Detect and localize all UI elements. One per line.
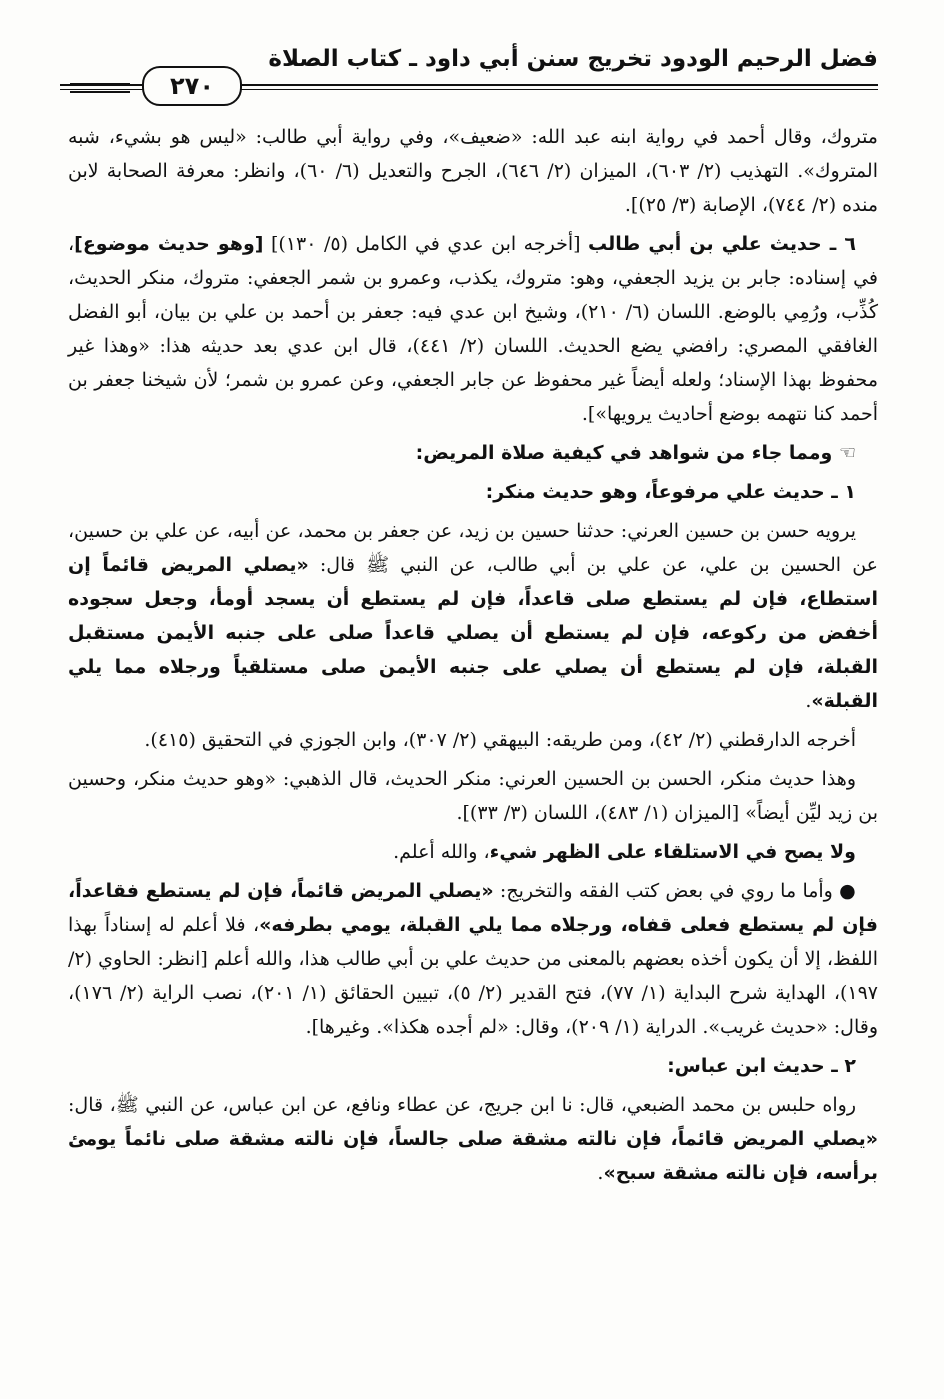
text-run: رواه حلبس بن محمد الضبعي، قال: نا ابن جريج، عن عطاء ونافع، عن ابن عباس، عن النبي ﷺ، قال: (68, 1094, 856, 1116)
paragraph-isnad (68, 514, 878, 718)
text-run: ، في إسناده: جابر بن يزيد الجعفي، وهو: متروك، يكذب، وعمرو بن شمر الجعفي: متروك، منكر الحديث، كُذِّب، ورُمِي بالوضع. اللسان (٦/ ٢١٠)، وشيخ ابن عدي فيه: جعفر بن أحمد بن علي بن بيان، أبو الفضل الغافقي المصري: رافضي يضع الحديث. اللسان (٢/ ٤٤١)، قال ابن عدي بعد حديثه هذا: «وهذا غير محفوظ بهذا الإسناد؛ ولعله أيضاً غير محفوظ عن جابر الجعفي، وعن عمرو بن شمر؛ لأن شيخنا جعفر بن أحمد كنا نتهمه بوضع أحاديث يرويها»]. (68, 233, 878, 425)
paragraph-takhrij (68, 723, 878, 757)
hadith-heading: ٦ ـ حديث علي بن أبي طالب (588, 233, 856, 255)
running-title: فضل الرحيم الودود تخريج سنن أبي داود ـ كتاب الصلاة (268, 46, 878, 72)
page-body (68, 120, 878, 1195)
text-run: وهذا حديث منكر، الحسن بن الحسين العرني: منكر الحديث، قال الذهبي: «وهو حديث منكر، وحسين بن زيد ليِّن أيضاً» [الميزان (١/ ٤٨٣)، اللسان (٣/ ٣٣)]. (68, 768, 878, 824)
hadith-matn: «يصلي المريض قائماً، فإن نالته مشقة صلى جالساً، فإن نالته مشقة صلى نائماً يومئ برأسه، فإن نالته مشقة سبح» (68, 1128, 878, 1184)
heading-text: ٢ ـ حديث ابن عباس: (667, 1055, 856, 1077)
page-header (60, 46, 878, 106)
conclusion-bold: ولا يصح في الاستلقاء على الظهر شيء (489, 841, 856, 863)
text-run: يرويه حسن بن حسين العرني: حدثنا حسين بن زيد، عن جعفر بن محمد، عن أبيه، عن علي بن حسين، عن الحسين بن علي، عن علي بن أبي طالب، عن النبي ﷺ قال: (68, 520, 879, 576)
section-heading (68, 436, 878, 470)
paragraph-hadith-6 (68, 227, 878, 431)
heading-text: ☜ ومما جاء من شواهد في كيفية صلاة المريض: (415, 442, 856, 464)
text-run: ، فلا أعلم له إسناداً بهذا اللفظ، إلا أن يكون أخذه بعضهم بالمعنى من حديث علي بن أبي طالب هذا، والله أعلم [انظر: الحاوي (٢/ ١٩٧)، الهداية شرح البداية (١/ ٧٧)، فتح القدير (٢/ ٥)، تبيين الحقائق (١/ ٢٠١)، نصب الراية (٢/ ١٧٦)، وقال: «حديث غريب». الدراية (١/ ٢٠٩)، وقال: «لم أجده هكذا». وغيرها]. (68, 914, 878, 1038)
text-run: . (805, 690, 812, 712)
hadith-matn: «يصلي المريض قائماً إن استطاع، فإن لم يستطع صلى قاعداً، فإن لم يستطع أن يسجد أومأ، وجعل سجوده أخفض من ركوعه، فإن لم يستطع أن يصلي قاعداً صلى على جنبه الأيمن مستقبل القبلة، فإن لم يستطع أن يصلي على جنبه الأيمن صلى مستلقياً ورجلاه مما يلي القبلة» (68, 554, 878, 712)
text-run: [أخرجه ابن عدي في الكامل (٥/ ١٣٠)] (263, 233, 589, 255)
subsection-heading (68, 1049, 878, 1083)
ruling: [وهو حديث موضوع] (74, 233, 264, 255)
paragraph-continuation (68, 120, 878, 222)
text-run: متروك، وقال أحمد في رواية ابنه عبد الله: «ضعيف»، وفي رواية أبي طالب: «ليس هو بشيء، شبه المتروك». التهذيب (٢/ ٦٠٣)، الميزان (٢/ ٦٤٦)، الجرح والتعديل (٦/ ٦٠)، وانظر: معرفة الصحابة لابن منده (٢/ ٧٤٤)، الإصابة (٣/ ٢٥)]. (68, 126, 878, 216)
page-number: ٢٧٠ (142, 66, 242, 106)
text-run: ● وأما ما روي في بعض كتب الفقه والتخريج: (493, 880, 856, 902)
heading-text: ١ ـ حديث علي مرفوعاً، وهو حديث منكر: (485, 481, 856, 503)
paragraph-isnad (68, 1088, 878, 1190)
paragraph-grading (68, 762, 878, 830)
hadith-matn: «يصلي المريض قائماً، فإن لم يستطع فقاعداً، فإن لم يستطع فعلى قفاه، ورجلاه مما يلي القبلة، يومي بطرفه» (68, 880, 878, 936)
text-run: أخرجه الدارقطني (٢/ ٤٢)، ومن طريقه: البيهقي (٢/ ٣٠٧)، وابن الجوزي في التحقيق (٤١٥). (144, 729, 856, 751)
subsection-heading (68, 475, 878, 509)
paragraph-conclusion (68, 835, 878, 869)
header-ornament (70, 83, 130, 93)
text-run: ، والله أعلم. (393, 841, 490, 863)
paragraph-note (68, 874, 878, 1044)
text-run: . (597, 1162, 604, 1184)
